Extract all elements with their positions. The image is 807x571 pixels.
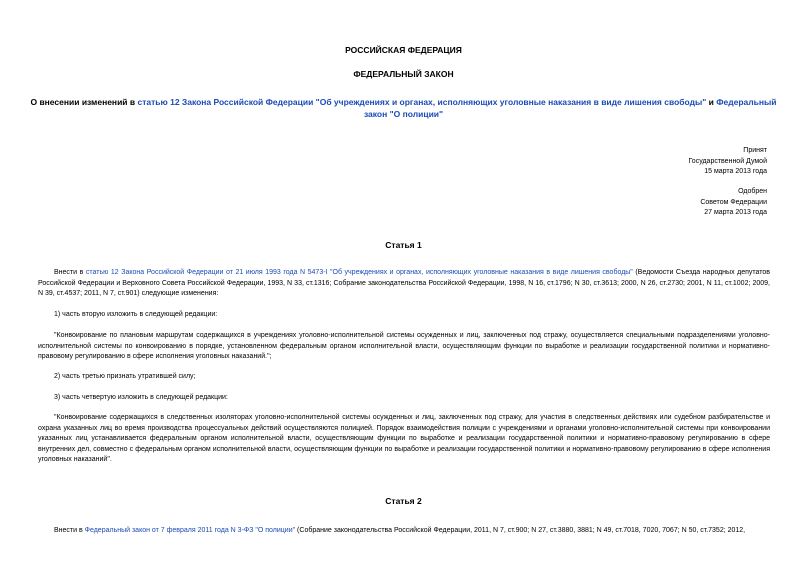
article-1-item-3-text: "Конвоирование содержащихся в следственных изоляторах уголовно-исполнительной системы осужденных и лиц, заключенных под стражу, для участия в следственных действиях или судебном разбирательстве и охрана указанных лиц во время производства процессуальных действий осуществляются полицией. Порядок взаимодействия полиции с учреждениями и органами уголовно-исполнительной системы при конвоировании указанных лиц устанавливается федеральным органом исполнительной власти, осуществляющим функции по выработке и реализации государственной политики и нормативно-правовому регулированию в сфере внутренних дел, совместно с федеральным органом исполнительной власти, осуществляющим функции по выработке и реализации государственной политики и нормативно-правовому регулированию в сфере исполнения уголовных наказаний".	[38, 414, 770, 463]
accepted-block	[688, 146, 767, 178]
accepted-line1: Принят	[743, 147, 767, 154]
article-1-intro-rest: (Ведомости Съезда народных депутатов Российской Федерации и Верховного Совета Российской Федерации, 1993, N 33, ст.1316; Собрание законодательства Российской Федерации, 1998, N 16, ст.1796; N 30, ст.3613; 2000, N 26, ст.2730; 2001, N 11, ст.1002; 2009, N 39, ст.4537; 2011, N 7, ст.901) следующие изменения:	[38, 269, 770, 297]
accepted-line2: Государственной Думой	[688, 157, 767, 165]
law-type-heading: ФЕДЕРАЛЬНЫЙ ЗАКОН	[353, 69, 454, 79]
country-heading: РОССИЙСКАЯ ФЕДЕРАЦИЯ	[345, 45, 462, 55]
article-2-intro	[38, 526, 770, 537]
subject-link-article-12[interactable]: статью 12 Закона Российской Федерации "Об учреждениях и органах, исполняющих уголовные наказания в виде лишения свободы"	[137, 97, 707, 107]
article-1-item-3: 3) часть четвертую изложить в следующей редакции:	[54, 394, 228, 401]
article-1-heading: Статья 1	[385, 240, 422, 250]
article-1-link[interactable]: статью 12 Закона Российской Федерации от 21 июля 1993 года N 5473-I "Об учреждениях и органах, исполняющих уголовные наказания в виде лишения свободы"	[85, 269, 633, 276]
subject-middle: и	[706, 97, 717, 107]
law-subject-title	[30, 96, 777, 120]
approved-date: 27 марта 2013 года	[704, 209, 767, 216]
article-2-intro-prefix: Внести в	[54, 527, 85, 534]
approved-line2: Советом Федерации	[700, 198, 767, 206]
article-1-item-1-text: "Конвоирование по плановым маршрутам содержащихся в учреждениях уголовно-исполнительной системы осужденных и лиц, заключенных под стражу, осуществляется специальными подразделениями уголовно-исполнительной системы по конвоированию в порядке, установленном федеральным органом исполнительной власти, осуществляющим функции по выработке и реализации государственной политики и нормативно-правовому регулированию в сфере исполнения уголовных наказаний.";	[38, 332, 770, 360]
article-1-item-1: 1) часть вторую изложить в следующей редакции:	[54, 311, 218, 318]
article-1-intro	[38, 268, 770, 300]
article-2-heading: Статья 2	[385, 496, 422, 506]
article-2-intro-rest: (Собрание законодательства Российской Федерации, 2011, N 7, ст.900; N 27, ст.3880, 3881; N 49, ст.7018, 7020, 7067; N 50, ст.7352; 2012,	[295, 527, 746, 534]
article-1-item-2: 2) часть третью признать утратившей силу;	[54, 373, 196, 380]
subject-link-police-law[interactable]: Федеральный закон "О полиции"	[363, 97, 777, 119]
article-2-link[interactable]: Федеральный закон от 7 февраля 2011 года N 3-ФЗ "О полиции"	[84, 527, 296, 534]
subject-prefix: О внесении изменений в	[30, 97, 138, 107]
approved-block	[700, 187, 767, 219]
approved-line1: Одобрен	[738, 188, 767, 195]
accepted-date: 15 марта 2013 года	[704, 168, 767, 175]
article-1-intro-prefix: Внести в	[54, 269, 86, 276]
